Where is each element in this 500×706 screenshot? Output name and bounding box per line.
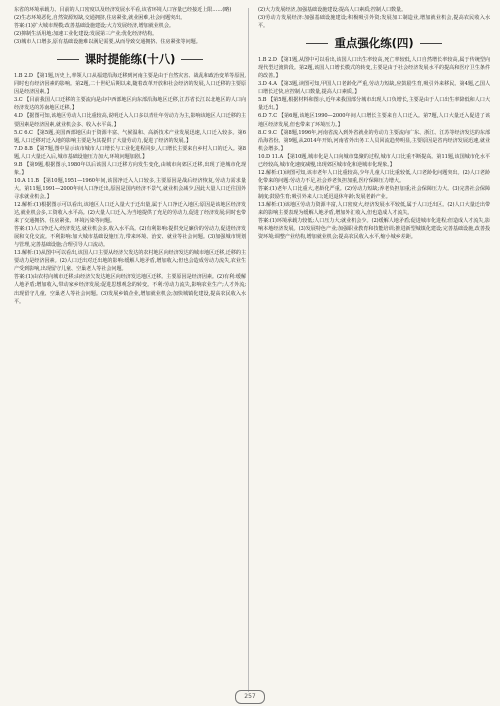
- answer-paragraph: 5.B 【第5题,根据材料和图示,近年来我国部分城市出现人口负增长,主要是由于人口出生率降低和人口大量迁出。】: [258, 97, 490, 112]
- answer-paragraph: 10.A 11.B 【第10题,1951—1960年间,该国净迁入人口较多,主要原因是战后经济恢复,劳动力需求量大。第11题,1991—2000年间人口净迁出,原因是国内经济不景气,就业机会减少,因此大量人口迁往国外寻求就业机会。】: [14, 177, 246, 200]
- title-rule: [420, 43, 442, 44]
- answer-paragraph: 8.C 9.C 【第8题,1996年,河南省流入到外省就业的劳动力主要流向广东、浙江、江苏等经济发达的东部沿海省份。第9题,从2014年开始,河南省外出务工人员回流趋势明显,主要原因是省内经济发展迅速,就业机会增多。】: [258, 129, 490, 152]
- intro-line: (2)生态环境恶化,自然资源短缺,交通拥挤,住房紧张,就业困难,社会问题突出。: [14, 15, 186, 22]
- answer-paragraph: 7.D 8.B 【第7题,图中显示该市城市人口增长与工业化进程同步,人口增长主要来自乡村人口的迁入。第8题,人口大量迁入后,城市基础设施压力加大,环境问题加剧。】: [14, 145, 246, 160]
- answer-paragraph: 12.解析:(1)根据图示可以看出,该地区人口迁入量大于迁出量,属于人口净迁入地区;原因是该地区经济发达,就业机会多,工资收入水平高。(2)大量人口迁入,为当地提供了充足的劳动力,促进了经济发展;同时也带来了交通拥挤、住房紧张、环境污染等问题。: [14, 201, 246, 225]
- section-title-text: 重点强化练(四): [334, 36, 414, 51]
- answer-paragraph: 13.解析:(1)该地区劳动力资源丰富,人口密度大,经济发展水平较低,属于人口迁出区。(2)人口大量迁出带来的影响主要表现为缓解人地矛盾,增加外汇收入,但也造成人才流失。: [258, 201, 490, 217]
- intro-line: 答案:(1)扩大城市规模;改善基础设施建设;大力发展经济,增加就业机会。: [14, 23, 174, 30]
- answer-paragraph: 10.D 11.A 【第10题,城市化是人口向城市集聚的过程,城市人口比重不断提高。第11题,该国城市化水平已经较高,城市化速度减慢,出现郊区城市化和逆城市化现象。】: [258, 153, 490, 168]
- left-intro: [14, 6, 246, 46]
- answer-paragraph: 3.D 4.A 【第3题,读图可知,甲国人口老龄化严重,劳动力短缺,应鼓励生育,吸引外来移民。第4题,乙国人口增长过快,应控制人口数量,提高人口素质。】: [258, 81, 490, 96]
- answer-paragraph: 5.C 6.C 【第5题,美国西部地区由于资源丰富、气候温和、高新技术产业发展迅速,人口迁入较多。第6题,人口迁移对迁入地的影响主要是为其提供了大量劳动力,促进了经济的发展。】: [14, 129, 246, 144]
- answer-paragraph: 13.解析:(1)从图中可以看出,该国人口主要从经济欠发达的农村地区向经济发达的城市地区迁移,迁移的主要动力是经济因素。(2)人口迁出对迁出地的影响:缓解人地矛盾,增加收入;但也会造成劳动力流失,农业生产受到影响,出现留守儿童、空巢老人等社会问题。: [14, 250, 246, 273]
- answer-paragraph: 12.解析:(1)读图可知,该市老年人口比重较高,少年儿童人口比重较低,人口老龄化问题突出。(2)人口老龄化带来的问题:劳动力不足,社会养老负担加重,医疗保障压力增大。: [258, 169, 490, 184]
- answer-paragraph: 3.C 【目前我国人口迁移的主要流向是由中西部地区向东部沿海地区迁移,江苏省长江以北地区的人口向经济发达的苏南地区迁移。】: [14, 97, 246, 112]
- answer-paragraph: 答案:(1)人口净迁入;经济发达,就业机会多,收入水平高。(2)有利影响:提供充足廉价的劳动力,促进经济发展和文化交流。不利影响:加大城市基础设施压力,带来环境、治安、就业等社会问题。(3)加强城市规划与管理,完善基础设施;合理引导人口流动。: [14, 226, 246, 249]
- page-number: [222, 690, 278, 702]
- right-column: [258, 6, 490, 694]
- right-answers: [258, 56, 490, 241]
- column-divider: [248, 8, 249, 692]
- intro-line: 东省的环境承载力、目前的人口密度以及经济发展水平看,该省环境人口容量已经接近上限……(略): [14, 7, 232, 13]
- intro-line: (2)大力发展经济,加强基础设施建设;提高人口素质;控制人口数量。: [258, 7, 407, 13]
- left-column: [14, 6, 246, 694]
- answer-paragraph: 1.B 2.D 【第1题,从图中可以看出,该国人口出生率较高,死亡率较低,人口自然增长率较高,属于传统型向现代型过渡阶段。第2题,该国人口增长模式的转变,主要是由于社会经济发展水平的提高和医疗卫生条件的改善。】: [258, 57, 490, 80]
- answer-paragraph: 答案:(1)由农村向城市迁移;由经济欠发达地区向经济发达地区迁移。主要原因是经济因素。(2)有利:缓解人地矛盾;增加收入,带动家乡经济发展;促进思想观念的转变。不利:劳动力流失,影响农业生产;人才外流;出现留守儿童、空巢老人等社会问题。(3)发展乡镇企业,增加就业机会;加快城镇化建设,提高农民收入水平。: [14, 274, 246, 305]
- answer-paragraph: 答案:(1)环境承载力较低;人口压力大;就业机会少。(2)缓解人地矛盾;促进城市化进程;但造成人才流失,影响本地经济发展。(3)发展特色产业;加强职业教育和技能培训;推进新型城镇化建设;完善基础设施,改善投资环境;调整产业结构,增加就业机会;提高农民收入水平,缩小城乡差距。: [258, 218, 490, 241]
- section-title-left: [14, 52, 246, 67]
- page-number-text: 257: [235, 690, 264, 704]
- intro-line: (3)城市人口增多,原有基础设施难以满足需要,从而导致交通拥挤、住房紧张等问题。: [14, 39, 201, 46]
- title-rule: [57, 59, 79, 60]
- answer-paragraph: 9.B 【第9题,根据图示,1980年以后该国人口迁移方向发生变化,由城市向郊区迁移,出现了逆城市化现象。】: [14, 161, 246, 176]
- answer-paragraph: 4.D 【据图可知,该地区劳动人口比重较高,说明迁入人口多以青壮年劳动力为主,影响该地区人口迁移的主要因素是经济因素,就业机会多、收入水平高。】: [14, 113, 246, 128]
- section-title-right: [258, 36, 490, 51]
- answer-paragraph: 1.B 2.D 【第1题,历史上,率领人口从福建沿海迁移到河南主要是由于自然灾害、战乱和政治变革等原因,同时也有经济因素的影响。第2题,二十世纪后期以来,随着改革开放和社会经济的发展,人口迁移的主要原因是经济因素。】: [14, 73, 246, 96]
- intro-line: (3)劳动力发展经济:加强基础设施建设;积极吸引外资;发展加工制造业,增加就业机会,提高农民收入水平。: [258, 15, 490, 30]
- left-answers: [14, 72, 246, 305]
- answer-paragraph: 6.D 7.C 【第6题,该地区1990—2000年间人口增长主要来自人口迁入。第7题,人口大量迁入促进了该地区经济发展,但也带来了环境压力。】: [258, 113, 490, 128]
- intro-line: (2)抑制生活用地;加速工业化建设;发展第三产业;优化经济结构。: [14, 31, 158, 38]
- right-intro: [258, 6, 490, 30]
- title-rule: [306, 43, 328, 44]
- answer-paragraph: 答案:(1)老年人口比重大,老龄化严重。(2)劳动力短缺;养老负担加重;社会保障压力大。(3)完善社会保障制度;鼓励生育;吸引外来人口;延迟退休年龄;发展老龄产业。: [258, 185, 490, 200]
- title-rule: [181, 59, 203, 60]
- section-title-text: 课时提能练(十八): [84, 52, 176, 67]
